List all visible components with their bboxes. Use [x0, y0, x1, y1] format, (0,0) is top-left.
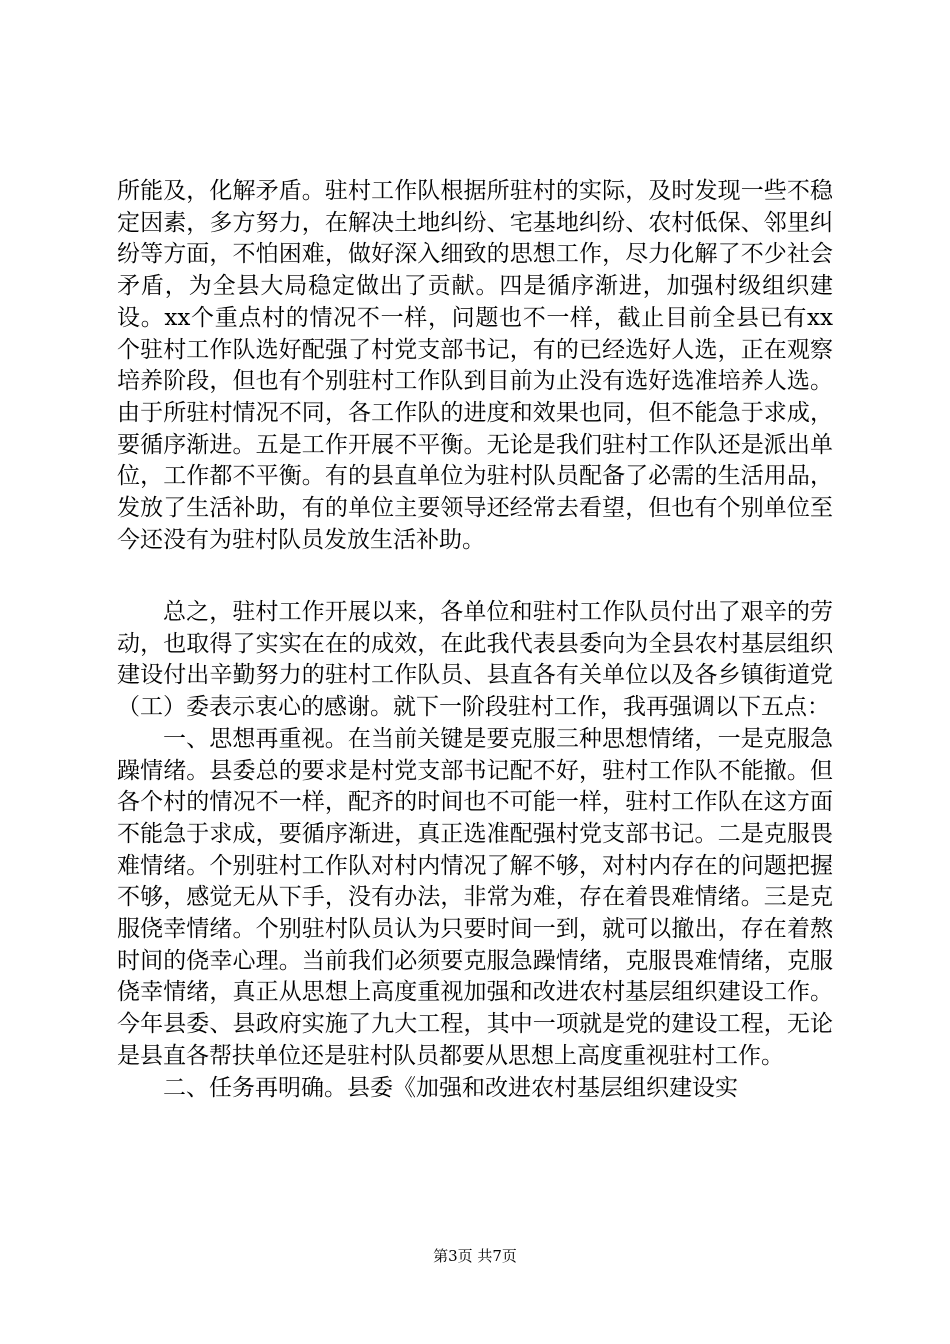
body-paragraph-continued: 所能及，化解矛盾。驻村工作队根据所驻村的实际，及时发现一些不稳定因素，多方努力，在解决土地纠纷、宅基地纠纷、农村低保、邻里纠纷等方面，不怕困难，做好深入细致的思想工作，尽力化解了不少社会矛盾，为全县大局稳定做出了贡献。四是循序渐进，加强村级组织建设。xx个重点村的情况不一样，问题也不一样，截止目前全县已有xx个驻村工作队选好配强了村党支部书记，有的已经选好人选，正在观察培养阶段，但也有个别驻村工作队到目前为止没有选好选准培养人选。由于所驻村情况不同，各工作队的进度和效果也同，但不能急于求成，要循序渐进。五是工作开展不平衡。无论是我们驻村工作队还是派出单位，工作都不平衡。有的县直单位为驻村队员配备了必需的生活用品，发放了生活补助，有的单位主要领导还经常去看望，但也有个别单位至今还没有为驻村队员发放生活补助。 — [117, 178, 833, 553]
page-number: 第3页 共7页 — [433, 1247, 517, 1265]
body-section — [117, 597, 833, 1104]
body-paragraph-summary: 总之，驻村工作开展以来，各单位和驻村工作队员付出了艰辛的劳动，也取得了实实在在的成效，在此我代表县委向为全县农村基层组织建设付出辛勤努力的驻村工作队员、县直各有关单位以及各乡镇街道党（工）委表示衷心的感谢。就下一阶段驻村工作，我再强调以下五点： — [117, 599, 833, 721]
body-paragraph-point-two: 二、任务再明确。县委《加强和改进农村基层组织建设实 — [163, 1074, 738, 1101]
body-paragraph-point-one: 一、思想再重视。在当前关键是要克服三种思想情绪，一是克服急躁情绪。县委总的要求是村党支部书记配不好，驻村工作队不能撤。但各个村的情况不一样，配齐的时间也不可能一样，驻村工作队在这方面不能急于求成，要循序渐进，真正选准配强村党支部书记。二是克服畏难情绪。个别驻村工作队对村内情况了解不够，对村内存在的问题把握不够，感觉无从下手，没有办法，非常为难，存在着畏难情绪。三是克服侥幸情绪。个别驻村队员认为只要时间一到，就可以撤出，存在着熬时间的侥幸心理。当前我们必须要克服急躁情绪，克服畏难情绪，克服侥幸情绪，真正从思想上高度重视加强和改进农村基层组织建设工作。今年县委、县政府实施了九大工程，其中一项就是党的建设工程，无论是县直各帮扶单位还是驻村队员都要从思想上高度重视驻村工作。 — [117, 725, 833, 1069]
